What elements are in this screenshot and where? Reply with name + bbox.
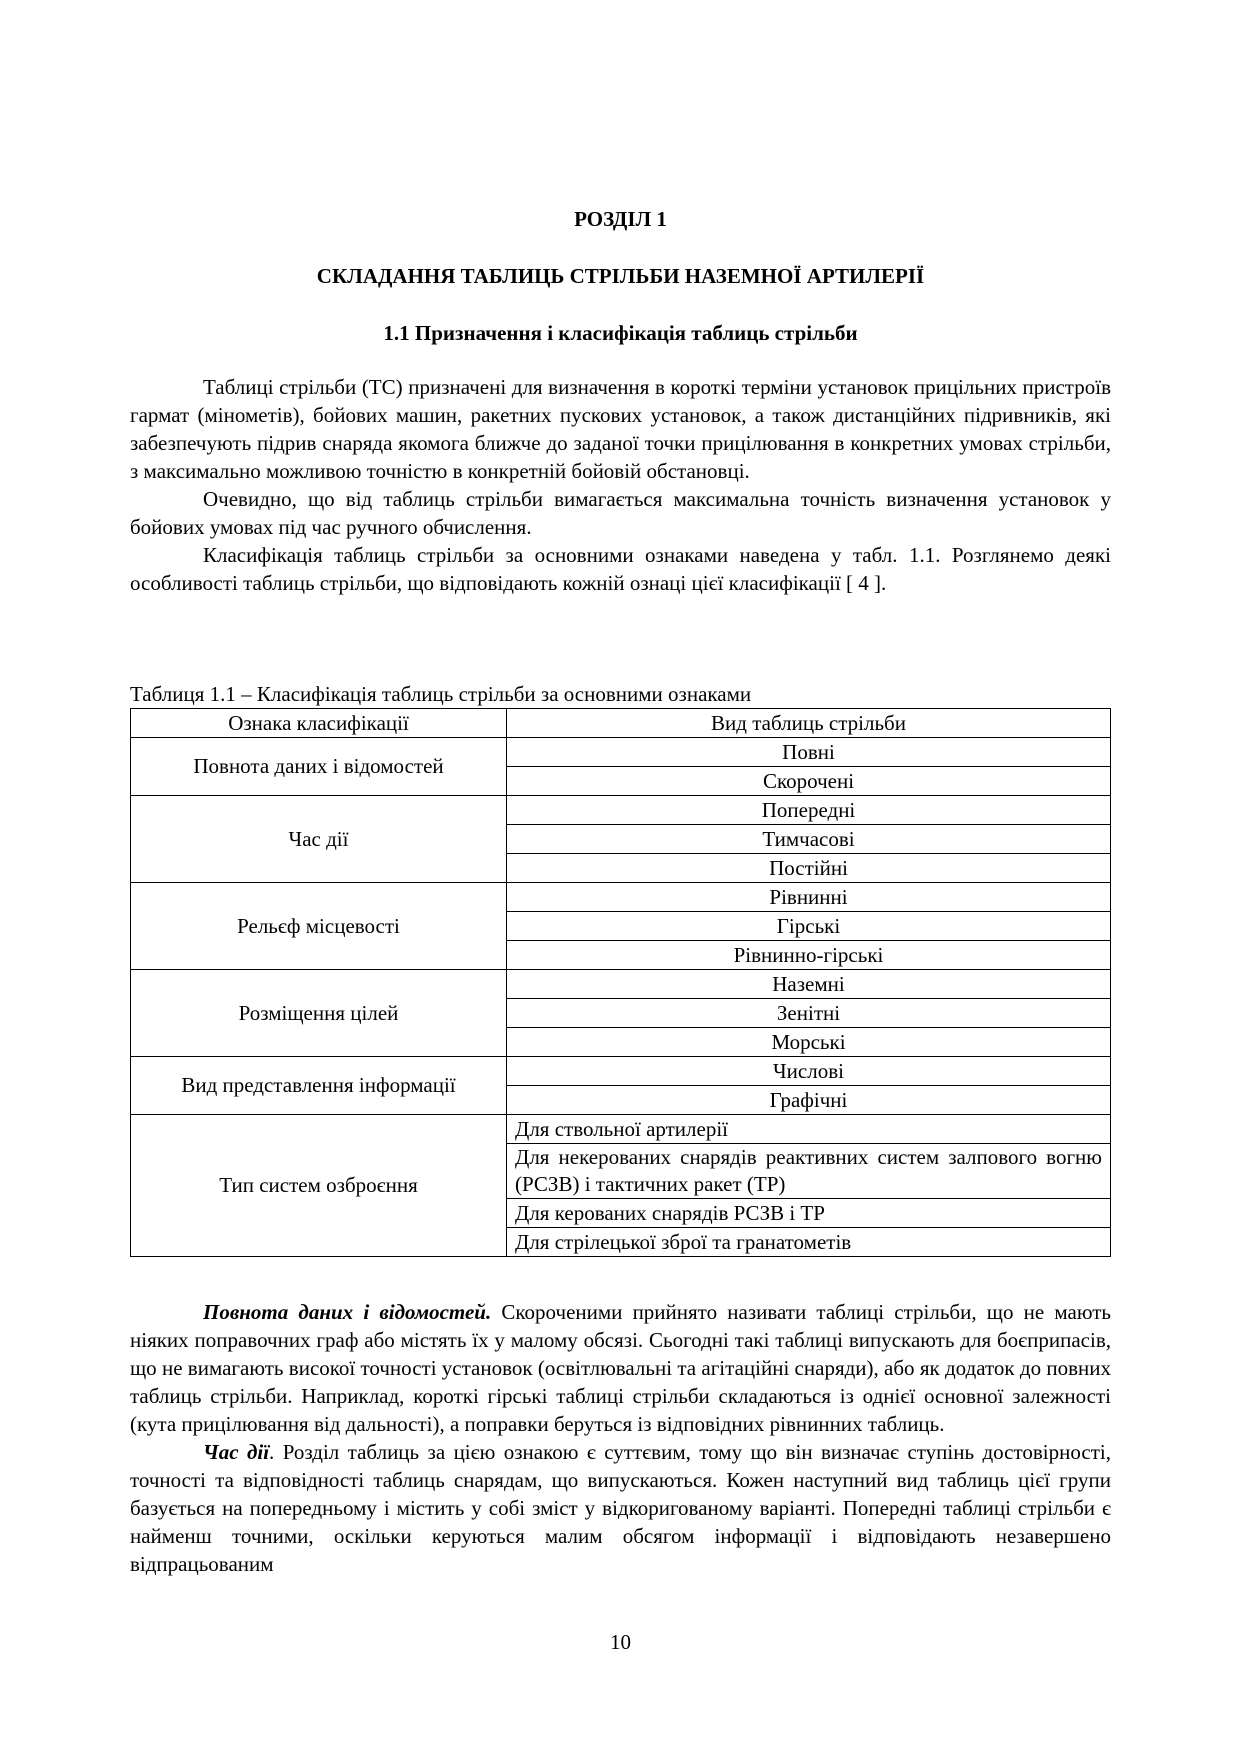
paragraph-lead: Повнота даних і відомостей. [203, 1300, 492, 1324]
paragraph-text: . Розділ таблиць за цією ознакою є суттєвим, тому що він визначає ступінь достовірності, точності та відповідності таблиць снарядам, що випускаються. Кожен наступний вид таблиць цієї групи базується на попередньому і містить у собі зміст у відкоригованому варіанті. Попередні таблиці стрільби є найменш точними, оскільки керуються малим обсягом інформації і відповідають незавершено відпрацьованим [130, 1440, 1111, 1576]
table-row [131, 1115, 1111, 1144]
kind-cell: Наземні [507, 970, 1111, 999]
kind-cell: Для некерованих снарядів реактивних систем залпового вогню (РСЗВ) і тактичних ракет (ТР) [507, 1144, 1111, 1199]
body-paragraph [130, 1298, 1111, 1438]
kind-cell: Зенітні [507, 999, 1111, 1028]
feature-cell: Час дії [131, 796, 507, 883]
body-text [130, 1298, 1111, 1578]
feature-cell: Тип систем озброєння [131, 1115, 507, 1257]
paragraph-lead: Час дії [203, 1440, 270, 1464]
kind-cell: Рівнинно-гірські [507, 941, 1111, 970]
kind-cell: Числові [507, 1057, 1111, 1086]
body-paragraph [130, 1438, 1111, 1578]
table-row [131, 796, 1111, 825]
feature-cell: Рельєф місцевості [131, 883, 507, 970]
table-header-row [131, 709, 1111, 738]
table-row [131, 738, 1111, 767]
page-number: 10 [610, 1630, 631, 1654]
kind-cell: Постійні [507, 854, 1111, 883]
kind-cell: Графічні [507, 1086, 1111, 1115]
subsection-title: 1.1 Призначення і класифікація таблиць стрільби [383, 321, 858, 345]
table-caption: Таблиця 1.1 – Класифікація таблиць стрільби за основними ознаками [130, 682, 752, 706]
table-row [131, 883, 1111, 912]
classification-table [130, 708, 1111, 1257]
kind-cell: Гірські [507, 912, 1111, 941]
header-kind: Вид таблиць стрільби [507, 709, 1111, 738]
chapter-title: СКЛАДАННЯ ТАБЛИЦЬ СТРІЛЬБИ НАЗЕМНОЇ АРТИЛЕРІЇ [316, 264, 925, 288]
kind-cell: Для керованих снарядів РСЗВ і ТР [507, 1199, 1111, 1228]
intro-text [130, 373, 1111, 597]
kind-cell: Тимчасові [507, 825, 1111, 854]
kind-cell: Повні [507, 738, 1111, 767]
intro-paragraph: Очевидно, що від таблиць стрільби вимагається максимальна точність визначення установок у бойових умовах під час ручного обчислення. [130, 487, 1111, 539]
kind-cell: Скорочені [507, 767, 1111, 796]
kind-cell: Попередні [507, 796, 1111, 825]
intro-paragraph: Таблиці стрільби (ТС) призначені для визначення в короткі терміни установок прицільних пристроїв гармат (мінометів), бойових машин, ракетних пускових установок, а також дистанційних підривників, які забезпечують підрив снаряда якомога ближче до заданої точки прицілювання в конкретних умовах стрільби, з максимально можливою точністю в конкретній бойовій обстановці. [130, 375, 1111, 483]
feature-cell: Повнота даних і відомостей [131, 738, 507, 796]
kind-cell: Для стрілецької зброї та гранатометів [507, 1228, 1111, 1257]
paragraph-text: Скороченими прийнято називати таблиці стрільби, що не мають ніяких поправочних граф або містять їх у малому обсязі. Сьогодні такі таблиці випускають для боєприпасів, що не вимагають високої точності установок (освітлювальні та агітаційні снаряди), або як додаток до повних таблиць стрільби. Наприклад, короткі гірські таблиці стрільби складаються із однієї основної залежності (кута прицілювання від дальності), а поправки беруться із відповідних рівнинних таблиць. [130, 1300, 1112, 1436]
table-row [131, 1057, 1111, 1086]
table-row [131, 970, 1111, 999]
header-feature: Ознака класифікації [131, 709, 507, 738]
feature-cell: Розміщення цілей [131, 970, 507, 1057]
feature-cell: Вид представлення інформації [131, 1057, 507, 1115]
kind-cell: Рівнинні [507, 883, 1111, 912]
intro-paragraph: Класифікація таблиць стрільби за основними ознаками наведена у табл. 1.1. Розглянемо деякі особливості таблиць стрільби, що відповідають кожній ознаці цієї класифікації [ 4 ]. [130, 543, 1111, 595]
kind-cell: Для ствольної артилерії [507, 1115, 1111, 1144]
kind-cell: Морські [507, 1028, 1111, 1057]
section-title: РОЗДІЛ 1 [574, 207, 667, 231]
